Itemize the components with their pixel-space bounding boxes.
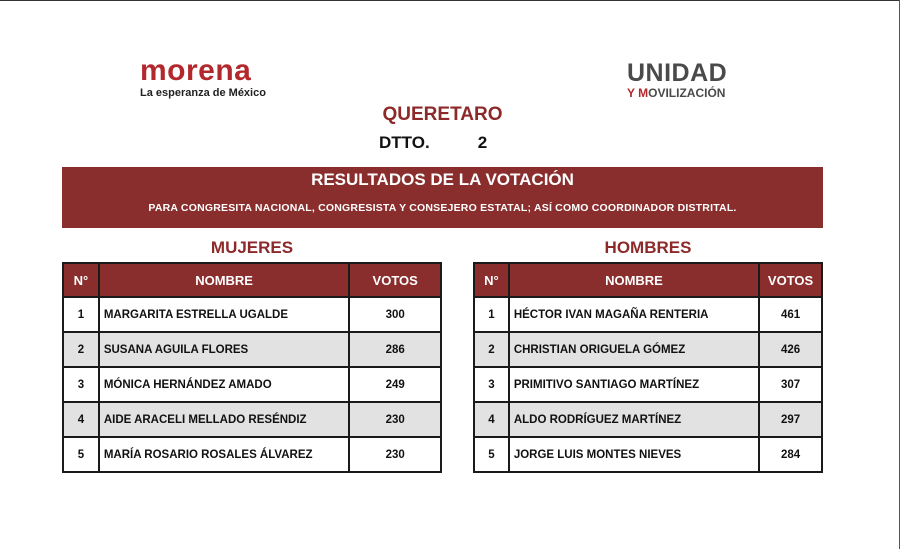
table-header-row: [63, 263, 441, 297]
candidate-name: MARGARITA ESTRELLA UGALDE: [99, 297, 350, 332]
row-number: 4: [474, 402, 509, 437]
district-line: [379, 133, 487, 153]
morena-logo-text: morena: [140, 54, 252, 87]
candidate-name: CHRISTIAN ORIGUELA GÓMEZ: [509, 332, 759, 367]
table-row: [63, 402, 441, 437]
votes-header: VOTOS: [759, 263, 822, 297]
vote-count: 249: [349, 367, 441, 402]
table-header-row: [474, 263, 822, 297]
unidad-logo: [627, 60, 727, 100]
votes-header: VOTOS: [349, 263, 441, 297]
vote-count: 307: [759, 367, 822, 402]
candidate-name: PRIMITIVO SANTIAGO MARTÍNEZ: [509, 367, 759, 402]
candidate-name: AIDE ARACELI MELLADO RESÉNDIZ: [99, 402, 350, 437]
row-number: 2: [63, 332, 99, 367]
vote-count: 230: [349, 437, 441, 472]
name-header: NOMBRE: [99, 263, 350, 297]
candidate-name: ALDO RODRÍGUEZ MARTÍNEZ: [509, 402, 759, 437]
vote-count: 426: [759, 332, 822, 367]
candidate-name: MARÍA ROSARIO ROSALES ÁLVAREZ: [99, 437, 350, 472]
candidate-name: SUSANA AGUILA FLORES: [99, 332, 350, 367]
num-header: N°: [474, 263, 509, 297]
candidate-name: MÓNICA HERNÁNDEZ AMADO: [99, 367, 350, 402]
row-number: 1: [63, 297, 99, 332]
table-row: [63, 437, 441, 472]
vote-count: 284: [759, 437, 822, 472]
hombres-table: [473, 262, 823, 473]
top-border: [0, 0, 900, 1]
mujeres-table: [62, 262, 442, 473]
row-number: 5: [474, 437, 509, 472]
table-row: [474, 332, 822, 367]
state-title: QUERETARO: [382, 104, 503, 125]
movilizacion-initial: Y M: [627, 86, 649, 100]
row-number: 3: [63, 367, 99, 402]
vote-count: 286: [349, 332, 441, 367]
table-row: [63, 367, 441, 402]
candidate-name: JORGE LUIS MONTES NIEVES: [509, 437, 759, 472]
vote-count: 300: [349, 297, 441, 332]
row-number: 3: [474, 367, 509, 402]
morena-tagline: La esperanza de México: [140, 87, 266, 99]
mujeres-heading: MUJERES: [210, 238, 294, 257]
vote-count: 461: [759, 297, 822, 332]
table-row: [474, 402, 822, 437]
table-row: [474, 297, 822, 332]
district-number: 2: [477, 133, 488, 152]
table-row: [474, 437, 822, 472]
vote-count: 297: [759, 402, 822, 437]
hombres-heading: HOMBRES: [604, 238, 692, 257]
table-row: [63, 332, 441, 367]
district-label: DTTO.: [379, 133, 430, 152]
banner-subtitle: PARA CONGRESITA NACIONAL, CONGRESISTA Y CONSEJERO ESTATAL; ASÍ COMO COORDINADOR DISTRITAL.: [148, 202, 737, 214]
results-banner: [62, 167, 823, 228]
banner-title: RESULTADOS DE LA VOTACIÓN: [311, 170, 574, 189]
name-header: NOMBRE: [509, 263, 759, 297]
vote-count: 230: [349, 402, 441, 437]
table-row: [63, 297, 441, 332]
movilizacion-logo-text: [627, 86, 727, 100]
row-number: 4: [63, 402, 99, 437]
row-number: 1: [474, 297, 509, 332]
table-row: [474, 367, 822, 402]
num-header: N°: [63, 263, 99, 297]
row-number: 2: [474, 332, 509, 367]
candidate-name: HÉCTOR IVAN MAGAÑA RENTERIA: [509, 297, 759, 332]
morena-logo: [140, 56, 266, 99]
unidad-logo-text: UNIDAD: [627, 59, 728, 87]
row-number: 5: [63, 437, 99, 472]
movilizacion-rest: OVILIZACIÓN: [648, 86, 726, 100]
